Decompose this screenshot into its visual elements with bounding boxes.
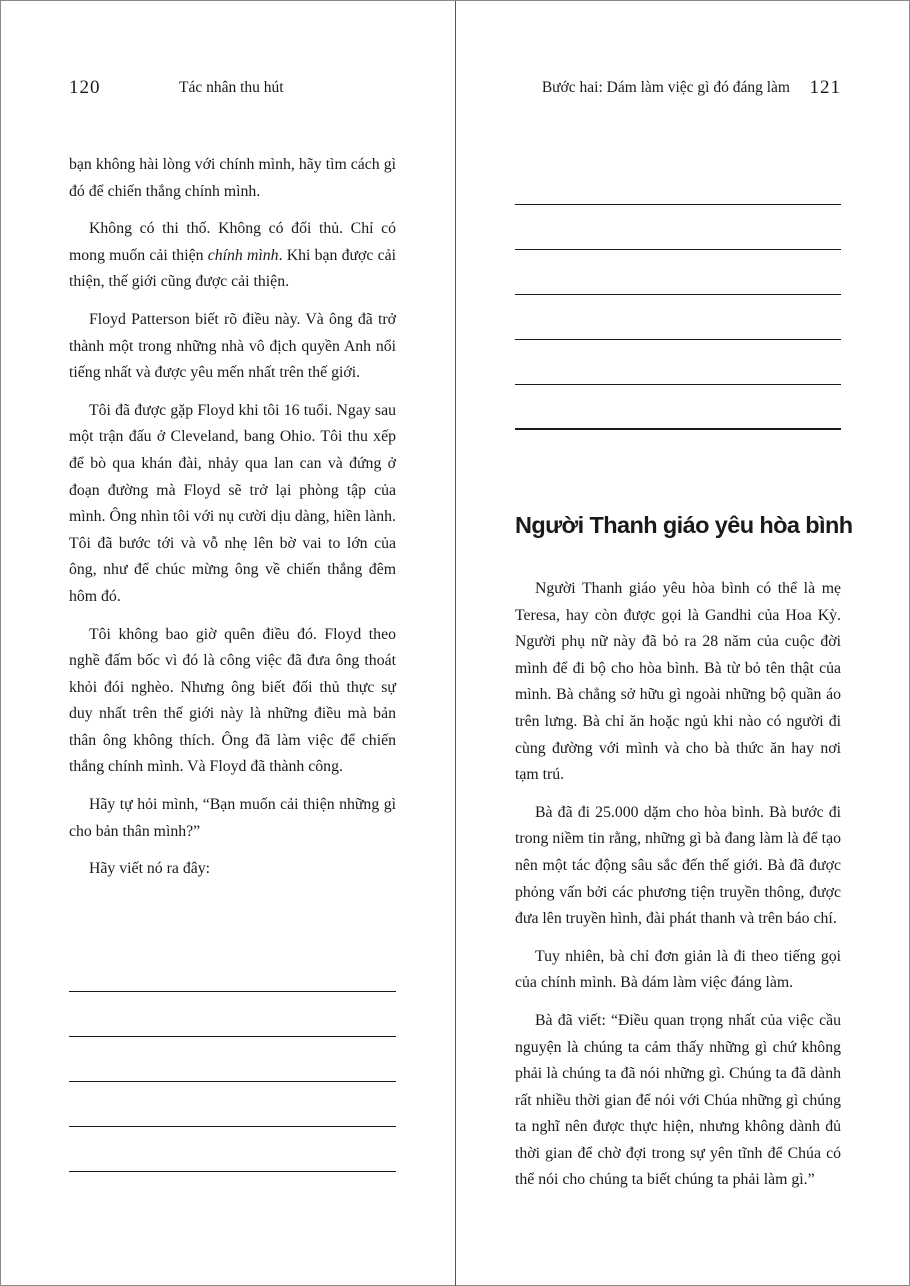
writing-line[interactable] bbox=[515, 428, 841, 429]
section-title: Người Thanh giáo yêu hòa bình bbox=[515, 512, 853, 538]
writing-line[interactable] bbox=[69, 991, 396, 992]
writing-line[interactable] bbox=[515, 339, 841, 340]
right-page bbox=[456, 1, 910, 1286]
right-running-head: Bước hai: Dám làm việc gì đó đáng làm bbox=[541, 79, 790, 96]
writing-line[interactable] bbox=[69, 1171, 396, 1172]
left-page bbox=[1, 1, 455, 1286]
right-folio: 121 bbox=[809, 77, 841, 98]
paragraph: Không có thi thố. Không có đối thủ. Chỉ có mong muốn cải thiện chính mình. Khi bạn được cải thiện, thế giới cũng được cải thiện. bbox=[69, 220, 396, 291]
writing-line[interactable] bbox=[515, 294, 841, 295]
paragraph: Floyd Patterson biết rõ điều này. Và ông đã trở thành một trong những nhà vô địch quyền Anh nổi tiếng nhất và được yêu mến nhất trên thế giới. bbox=[69, 310, 396, 382]
left-body-text bbox=[69, 152, 396, 894]
left-folio: 120 bbox=[69, 77, 101, 98]
paragraph: Tôi không bao giờ quên điều đó. Floyd theo nghề đấm bốc vì đó là công việc đã đưa ông thoát khỏi đói nghèo. Nhưng ông biết đối thủ thực sự duy nhất trên thế giới này là những điều mà bản thân ông không thích. Ông đã làm việc để chiến thắng chính mình. Và Floyd đã thành công. bbox=[69, 625, 396, 776]
writing-line[interactable] bbox=[515, 249, 841, 250]
paragraph: Người Thanh giáo yêu hòa bình có thể là mẹ Teresa, hay còn được gọi là Gandhi của Hoa Kỳ. Người phụ nữ này đã bỏ ra 28 năm của cuộc đời mình để đi bộ cho hòa bình. Bà từ bỏ tên thật của mình. Bà chẳng sở hữu gì ngoài những bộ quần áo trên lưng. Bà chỉ ăn hoặc ngủ khi nào có người đi cùng đường với mình và cho bà thức ăn hay nơi tạm trú. bbox=[515, 580, 841, 784]
paragraph: Tôi đã được gặp Floyd khi tôi 16 tuổi. Ngay sau một trận đấu ở Cleveland, bang Ohio. Tôi thu xếp để bò qua khán đài, nhảy qua lan can và đứng ở đoạn đường mà Floyd sẽ trở lại phòng tập của mình. Ông nhìn tôi với nụ cười dịu dàng, hiền lành. Tôi đã bước tới và vỗ nhẹ lên bờ vai to lớn của ông, như để chúc mừng ông về chiến thắng đêm hôm đó. bbox=[69, 401, 396, 605]
left-running-head: Tác nhân thu hút bbox=[179, 79, 284, 96]
left-writing-lines[interactable] bbox=[69, 991, 396, 1215]
paragraph: bạn không hài lòng với chính mình, hãy tìm cách gì đó để chiến thắng chính mình. bbox=[69, 156, 396, 200]
paragraph: Tuy nhiên, bà chỉ đơn giản là đi theo tiếng gọi của chính mình. Bà dám làm việc đáng làm. bbox=[515, 947, 841, 992]
writing-line[interactable] bbox=[69, 1126, 396, 1127]
right-body-text bbox=[515, 576, 841, 1205]
paragraph: Bà đã đi 25.000 dặm cho hòa bình. Bà bước đi trong niềm tin rằng, những gì bà đang làm là để tạo nên một tác động sâu sắc đến thế giới. Bà đã được phỏng vấn bởi các phương tiện truyền thông, được đưa lên truyền hình, đài phát thanh và trên báo chí. bbox=[515, 803, 841, 928]
right-writing-lines[interactable] bbox=[515, 204, 841, 473]
paragraph: Hãy viết nó ra đây: bbox=[89, 860, 211, 878]
writing-line[interactable] bbox=[69, 1036, 396, 1037]
writing-line[interactable] bbox=[69, 1081, 396, 1082]
writing-line[interactable] bbox=[515, 384, 841, 385]
paragraph: Hãy tự hỏi mình, “Bạn muốn cải thiện những gì cho bản thân mình?” bbox=[69, 796, 396, 840]
paragraph: Bà đã viết: “Điều quan trọng nhất của việc cầu nguyện là chúng ta cảm thấy những gì chứ không phải là chúng ta đã nói những gì. Chúng ta đã dành rất nhiều thời gian để nói với Chúa những gì chúng ta nghĩ nên được thực hiện, nhưng không dành đủ thời gian để chờ đợi trong sự yên tĩnh để Chúa có thể nói cho chúng ta biết chúng ta phải làm gì.” bbox=[515, 1011, 841, 1189]
writing-line[interactable] bbox=[515, 204, 841, 205]
